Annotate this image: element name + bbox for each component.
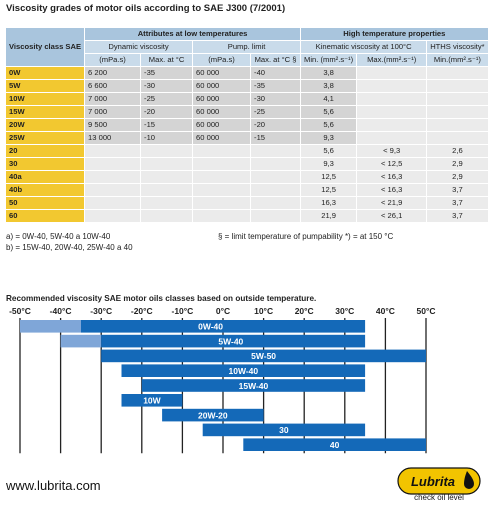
- cell-pump_t: -40: [251, 67, 301, 80]
- cell-pump_t: -30: [251, 93, 301, 106]
- cell-kmin: 5,6: [301, 119, 357, 132]
- table-row: [6, 93, 489, 106]
- cell-hths: [427, 132, 488, 145]
- header-dynamic-viscosity: Dynamic viscosity: [85, 41, 193, 54]
- cell-hths: 2,9: [427, 171, 488, 184]
- cell-cls: 30: [6, 158, 85, 171]
- cell-kmax: [357, 106, 427, 119]
- cell-dyn_t: [141, 145, 193, 158]
- cell-kmin: 9,3: [301, 158, 357, 171]
- cell-cls: 10W: [6, 93, 85, 106]
- cell-hths: [427, 106, 488, 119]
- cell-cls: 0W: [6, 67, 85, 80]
- cell-dyn: [85, 210, 141, 223]
- logo-tagline: check oil level: [414, 493, 464, 502]
- bar-label: 10W: [143, 395, 161, 406]
- cell-kmin: 12,5: [301, 184, 357, 197]
- cell-dyn: [85, 184, 141, 197]
- cell-dyn_t: [141, 158, 193, 171]
- logo-wordmark: Lubrita: [410, 474, 456, 489]
- viscosity-table: [5, 27, 489, 223]
- cell-hths: [427, 67, 488, 80]
- table-row: [6, 119, 489, 132]
- header-hths: HTHS viscosity*: [427, 41, 488, 54]
- cell-pump: [193, 197, 251, 210]
- bar-label: 10W-40: [228, 366, 259, 376]
- cell-pump: 60 000: [193, 80, 251, 93]
- cell-dyn_t: -30: [141, 80, 193, 93]
- cell-kmax: [357, 119, 427, 132]
- cell-hths: [427, 93, 488, 106]
- cell-kmin: 12,5: [301, 171, 357, 184]
- bar-label: 30: [279, 425, 289, 436]
- cell-kmax: [357, 132, 427, 145]
- note-b: b) = 15W-40, 20W-40, 25W-40 a 40: [6, 243, 133, 252]
- cell-kmin: 16,3: [301, 197, 357, 210]
- cell-dyn: 6 600: [85, 80, 141, 93]
- cell-dyn_t: -10: [141, 132, 193, 145]
- cell-pump_t: [251, 158, 301, 171]
- cell-pump: [193, 171, 251, 184]
- cell-hths: 3,7: [427, 184, 488, 197]
- cell-hths: 3,7: [427, 210, 488, 223]
- x-tick-label: 10°C: [254, 306, 274, 316]
- cell-dyn_t: [141, 184, 193, 197]
- cell-kmin: 3,8: [301, 80, 357, 93]
- temperature-range-chart: [0, 304, 496, 454]
- cell-dyn: 13 000: [85, 132, 141, 145]
- unit-header: Max.(mm².s⁻¹): [357, 54, 427, 67]
- website-link[interactable]: www.lubrita.com: [6, 478, 101, 493]
- cell-cls: 40a: [6, 171, 85, 184]
- x-tick-label: -40°C: [49, 306, 72, 316]
- table-row: [6, 184, 489, 197]
- cell-pump: 60 000: [193, 67, 251, 80]
- cell-pump_t: -25: [251, 106, 301, 119]
- bar-label: 15W-40: [238, 380, 269, 391]
- cell-dyn: [85, 158, 141, 171]
- cell-kmax: [357, 93, 427, 106]
- cell-cls: 20W: [6, 119, 85, 132]
- unit-header: Max. at °C: [141, 54, 193, 67]
- cell-pump_t: [251, 184, 301, 197]
- unit-header: Min.(mm².s⁻¹): [427, 54, 488, 67]
- cell-pump: 60 000: [193, 93, 251, 106]
- cell-cls: 5W: [6, 80, 85, 93]
- range-bar: [81, 320, 365, 333]
- unit-header: (mPa.s): [193, 54, 251, 67]
- cell-pump: [193, 158, 251, 171]
- cell-dyn_t: -20: [141, 106, 193, 119]
- bar-label: 0W-40: [198, 321, 223, 332]
- cell-pump_t: -20: [251, 119, 301, 132]
- x-tick-label: -10°C: [171, 306, 194, 316]
- cell-dyn: 7 000: [85, 93, 141, 106]
- cell-cls: 15W: [6, 106, 85, 119]
- cell-hths: 2,6: [427, 145, 488, 158]
- lubrita-logo: [397, 467, 481, 495]
- table-row: [6, 171, 489, 184]
- cell-pump_t: -15: [251, 132, 301, 145]
- cell-kmax: < 16,3: [357, 171, 427, 184]
- table-row: [6, 210, 489, 223]
- note-limit: § = limit temperature of pumpability *) = at 150 °C: [218, 232, 394, 241]
- header-viscosity-class: Viscosity class SAE: [6, 28, 85, 67]
- cell-cls: 50: [6, 197, 85, 210]
- cell-kmax: < 16,3: [357, 184, 427, 197]
- header-kinematic-viscosity: Kinematic viscosity at 100°C: [301, 41, 427, 54]
- cell-kmin: 21,9: [301, 210, 357, 223]
- cell-kmax: [357, 67, 427, 80]
- cell-kmin: 4,1: [301, 93, 357, 106]
- cell-cls: 60: [6, 210, 85, 223]
- cell-kmin: 5,6: [301, 106, 357, 119]
- cell-dyn: [85, 145, 141, 158]
- bar-label: 20W-20: [198, 410, 228, 421]
- cell-pump_t: [251, 197, 301, 210]
- cell-dyn_t: -25: [141, 93, 193, 106]
- cell-pump: 60 000: [193, 132, 251, 145]
- cell-dyn: 7 000: [85, 106, 141, 119]
- cell-dyn: 6 200: [85, 67, 141, 80]
- bar-label: 5W-50: [251, 351, 277, 362]
- cell-kmin: 9,3: [301, 132, 357, 145]
- cell-pump_t: [251, 210, 301, 223]
- cell-dyn_t: -35: [141, 67, 193, 80]
- table-row: [6, 158, 489, 171]
- x-tick-label: 40°C: [375, 306, 395, 316]
- cell-hths: [427, 80, 488, 93]
- unit-header: Min. (mm².s⁻¹): [301, 54, 357, 67]
- cell-cls: 20: [6, 145, 85, 158]
- cell-kmax: < 9,3: [357, 145, 427, 158]
- cell-pump: [193, 210, 251, 223]
- table-row: [6, 132, 489, 145]
- chart-title: Recommended viscosity SAE motor oils classes based on outside temperature.: [6, 294, 317, 303]
- cell-pump_t: [251, 145, 301, 158]
- cell-kmin: 3,8: [301, 67, 357, 80]
- cell-pump_t: [251, 171, 301, 184]
- cell-hths: 2,9: [427, 158, 488, 171]
- cell-dyn: [85, 171, 141, 184]
- note-a: a) = 0W-40, 5W-40 a 10W-40: [6, 232, 111, 241]
- page-title: Viscosity grades of motor oils according to SAE J300 (7/2001): [6, 3, 286, 14]
- bar-label: 40: [329, 440, 340, 450]
- cell-cls: 40b: [6, 184, 85, 197]
- bar-label: 5W-40: [218, 336, 244, 347]
- cell-pump: [193, 145, 251, 158]
- x-tick-label: -20°C: [130, 306, 153, 316]
- table-row: [6, 197, 489, 210]
- x-tick-label: 50°C: [416, 306, 436, 316]
- x-tick-label: 0°C: [215, 306, 231, 316]
- cell-kmin: 5,6: [301, 145, 357, 158]
- cell-pump: 60 000: [193, 119, 251, 132]
- header-high-temp: High temperature properties: [301, 28, 489, 41]
- cell-dyn_t: -15: [141, 119, 193, 132]
- bar-lead-segment: [61, 335, 102, 348]
- cell-pump_t: -35: [251, 80, 301, 93]
- cell-dyn_t: [141, 197, 193, 210]
- cell-dyn: [85, 197, 141, 210]
- cell-hths: 3,7: [427, 197, 488, 210]
- table-row: [6, 106, 489, 119]
- cell-pump: 60 000: [193, 106, 251, 119]
- header-low-temp: Attributes at low temperatures: [85, 28, 301, 41]
- cell-kmax: < 21,9: [357, 197, 427, 210]
- table-row: [6, 67, 489, 80]
- cell-kmax: [357, 80, 427, 93]
- x-tick-label: 30°C: [335, 306, 355, 316]
- cell-dyn_t: [141, 171, 193, 184]
- unit-header: (mPa.s): [85, 54, 141, 67]
- cell-hths: [427, 119, 488, 132]
- x-tick-label: -30°C: [90, 306, 113, 316]
- header-pump-limit: Pump. limit: [193, 41, 301, 54]
- table-row: [6, 80, 489, 93]
- cell-dyn: 9 500: [85, 119, 141, 132]
- x-tick-label: 20°C: [294, 306, 314, 316]
- cell-kmax: < 26,1: [357, 210, 427, 223]
- bar-lead-segment: [20, 320, 81, 333]
- cell-kmax: < 12,5: [357, 158, 427, 171]
- unit-header: Max. at °C §: [251, 54, 301, 67]
- cell-cls: 25W: [6, 132, 85, 145]
- table-row: [6, 145, 489, 158]
- cell-dyn_t: [141, 210, 193, 223]
- x-tick-label: -50°C: [9, 306, 31, 316]
- cell-pump: [193, 184, 251, 197]
